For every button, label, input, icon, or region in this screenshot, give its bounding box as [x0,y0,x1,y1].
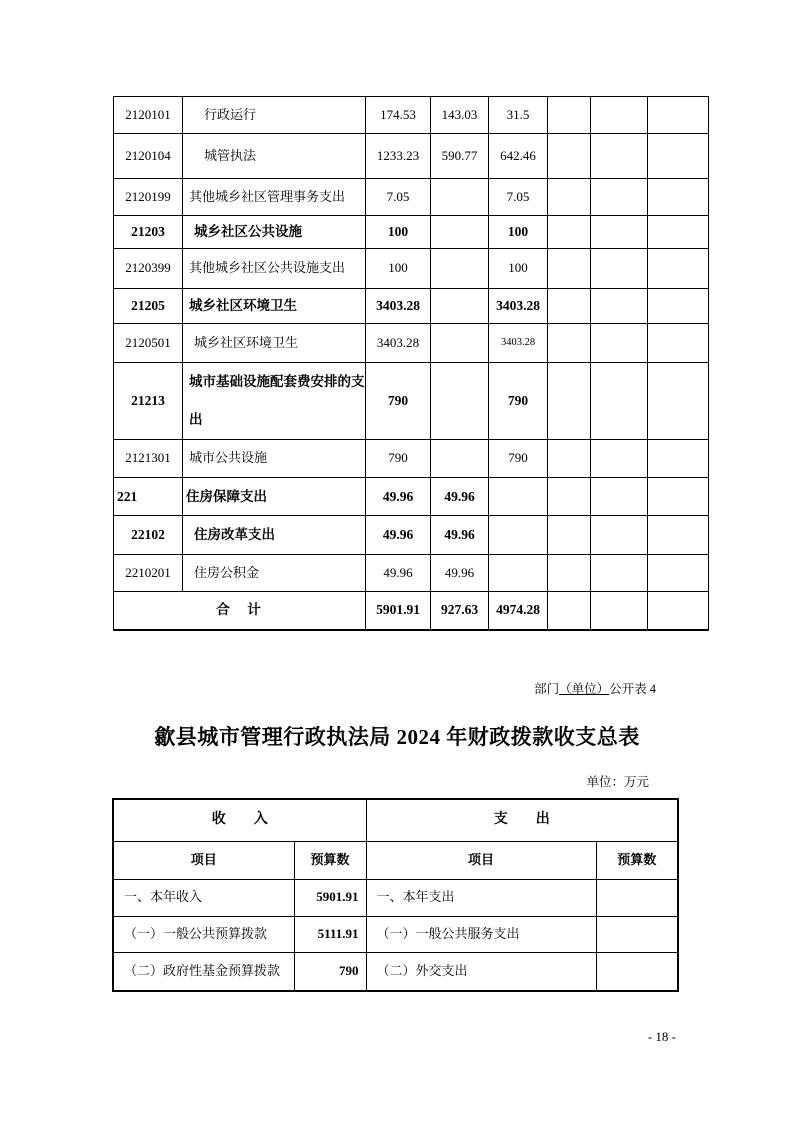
section-header-row [113,799,678,841]
empty-cell [548,97,591,134]
income-item-cell: 一、本年收入 [113,879,294,916]
empty-cell [548,324,591,363]
item-name-cell: 行政运行 [183,97,366,134]
empty-cell [548,134,591,179]
amount-cell: 49.96 [431,516,489,555]
table-row [114,289,709,324]
amount-cell: 49.96 [366,555,431,592]
budget-code-cell: 2120101 [114,97,183,134]
item-name-cell: 其他城乡社区管理事务支出 [183,179,366,216]
table-row [113,916,678,952]
amount-cell: 143.03 [431,97,489,134]
expense-item-cell: （一）一般公共服务支出 [366,916,596,952]
page-title: 歙县城市管理行政执法局 2024 年财政拨款收支总表 [154,725,640,749]
empty-cell [591,179,648,216]
item-name-cell: 城市公共设施 [183,440,366,478]
empty-cell [648,324,709,363]
budget-code-cell: 21213 [114,363,183,440]
amount-cell: 3403.28 [366,324,431,363]
amount-cell: 5901.91 [366,592,431,630]
empty-cell [591,478,648,516]
empty-cell [548,289,591,324]
income-item-cell: （二）政府性基金预算拨款 [113,952,294,991]
expense-budget-cell [596,916,678,952]
amount-cell: 790 [489,440,548,478]
amount-cell: 7.05 [489,179,548,216]
empty-cell [591,289,648,324]
empty-cell [591,216,648,249]
amount-cell: 174.53 [366,97,431,134]
empty-cell [591,363,648,440]
page-number: - 18 - [647,1029,676,1044]
table-note-prefix: 部门 [534,682,560,696]
amount-cell: 7.05 [366,179,431,216]
empty-cell [591,592,648,630]
amount-cell: 3403.28 [366,289,431,324]
item-name-cell: 城乡社区环境卫生 [183,324,366,363]
table-note [113,679,708,697]
empty-cell [648,440,709,478]
table-row [114,216,709,249]
empty-cell [648,516,709,555]
empty-cell [548,249,591,289]
empty-cell [591,134,648,179]
budget-code-cell: 21203 [114,216,183,249]
amount-cell: 49.96 [366,478,431,516]
income-budget-cell: 5111.91 [294,916,366,952]
empty-cell [548,516,591,555]
table-row [114,179,709,216]
empty-cell [591,249,648,289]
amount-cell: 790 [366,363,431,440]
table-row [113,879,678,916]
expense-budget-cell [596,952,678,991]
empty-cell [548,363,591,440]
amount-cell: 31.5 [489,97,548,134]
expense-budget-header: 预算数 [596,841,678,879]
item-name-cell: 城乡社区环境卫生 [183,289,366,324]
item-name-cell: 住房公积金 [183,555,366,592]
table-row [114,97,709,134]
income-item-header: 项目 [113,841,294,879]
budget-code-cell: 2120104 [114,134,183,179]
income-budget-cell: 5901.91 [294,879,366,916]
item-name-cell: 城乡社区公共设施 [183,216,366,249]
item-name-cell: 住房保障支出 [183,478,366,516]
amount-cell: 100 [366,216,431,249]
table-row [114,363,709,440]
budget-code-cell: 21205 [114,289,183,324]
empty-cell [591,324,648,363]
amount-cell: 4974.28 [489,592,548,630]
budget-code-cell: 2210201 [114,555,183,592]
amount-cell [431,289,489,324]
empty-cell [548,478,591,516]
amount-cell [489,516,548,555]
empty-cell [648,134,709,179]
amount-cell: 590.77 [431,134,489,179]
income-budget-header: 预算数 [294,841,366,879]
amount-cell: 49.96 [431,555,489,592]
income-section-header: 收 入 [113,799,366,841]
item-name-cell: 城市基础设施配套费安排的支出 [183,363,366,440]
empty-cell [648,289,709,324]
amount-cell: 100 [366,249,431,289]
income-budget-cell: 790 [294,952,366,991]
expense-item-cell: （二）外交支出 [366,952,596,991]
budget-code-cell: 2120501 [114,324,183,363]
amount-cell: 927.63 [431,592,489,630]
amount-cell: 790 [366,440,431,478]
empty-cell [648,592,709,630]
amount-cell [431,440,489,478]
budget-code-cell: 2121301 [114,440,183,478]
item-name-cell: 住房改革支出 [183,516,366,555]
empty-cell [548,592,591,630]
amount-cell: 100 [489,216,548,249]
amount-cell: 790 [489,363,548,440]
amount-cell [489,478,548,516]
empty-cell [591,555,648,592]
table-row [114,440,709,478]
table-note-suffix: 公开表 4 [609,682,656,696]
amount-cell [431,179,489,216]
table-row [114,249,709,289]
table-row [114,478,709,516]
total-label-cell: 合 计 [114,592,366,630]
amount-cell [431,249,489,289]
table-row [114,555,709,592]
empty-cell [648,216,709,249]
item-name-cell: 城管执法 [183,134,366,179]
budget-code-cell: 22102 [114,516,183,555]
expense-section-header: 支 出 [366,799,678,841]
empty-cell [648,363,709,440]
budget-code-cell: 221 [114,478,183,516]
empty-cell [648,555,709,592]
empty-cell [548,216,591,249]
item-name-cell: 其他城乡社区公共设施支出 [183,249,366,289]
empty-cell [548,179,591,216]
amount-cell: 49.96 [431,478,489,516]
empty-cell [648,478,709,516]
amount-cell: 100 [489,249,548,289]
empty-cell [648,97,709,134]
table-row [113,952,678,991]
table-row [114,324,709,363]
amount-cell: 1233.23 [366,134,431,179]
amount-cell: 3403.28 [489,324,548,363]
unit-label: 单位：万元 [586,775,649,789]
amount-cell [431,363,489,440]
budget-code-cell: 2120399 [114,249,183,289]
table-note-underlined: （单位） [559,682,610,696]
empty-cell [591,516,648,555]
amount-cell [431,324,489,363]
total-row [114,592,709,630]
budget-code-cell: 2120199 [114,179,183,216]
empty-cell [548,555,591,592]
budget-breakdown-table [113,96,709,631]
revenue-expenditure-summary-table [112,798,679,992]
empty-cell [648,179,709,216]
empty-cell [591,97,648,134]
amount-cell [489,555,548,592]
expense-budget-cell [596,879,678,916]
column-header-row [113,841,678,879]
empty-cell [548,440,591,478]
amount-cell: 49.96 [366,516,431,555]
empty-cell [648,249,709,289]
empty-cell [591,440,648,478]
amount-cell: 3403.28 [489,289,548,324]
expense-item-cell: 一、本年支出 [366,879,596,916]
table-row [114,134,709,179]
amount-cell [431,216,489,249]
expense-item-header: 项目 [366,841,596,879]
table-row [114,516,709,555]
amount-cell: 642.46 [489,134,548,179]
income-item-cell: （一）一般公共预算拨款 [113,916,294,952]
